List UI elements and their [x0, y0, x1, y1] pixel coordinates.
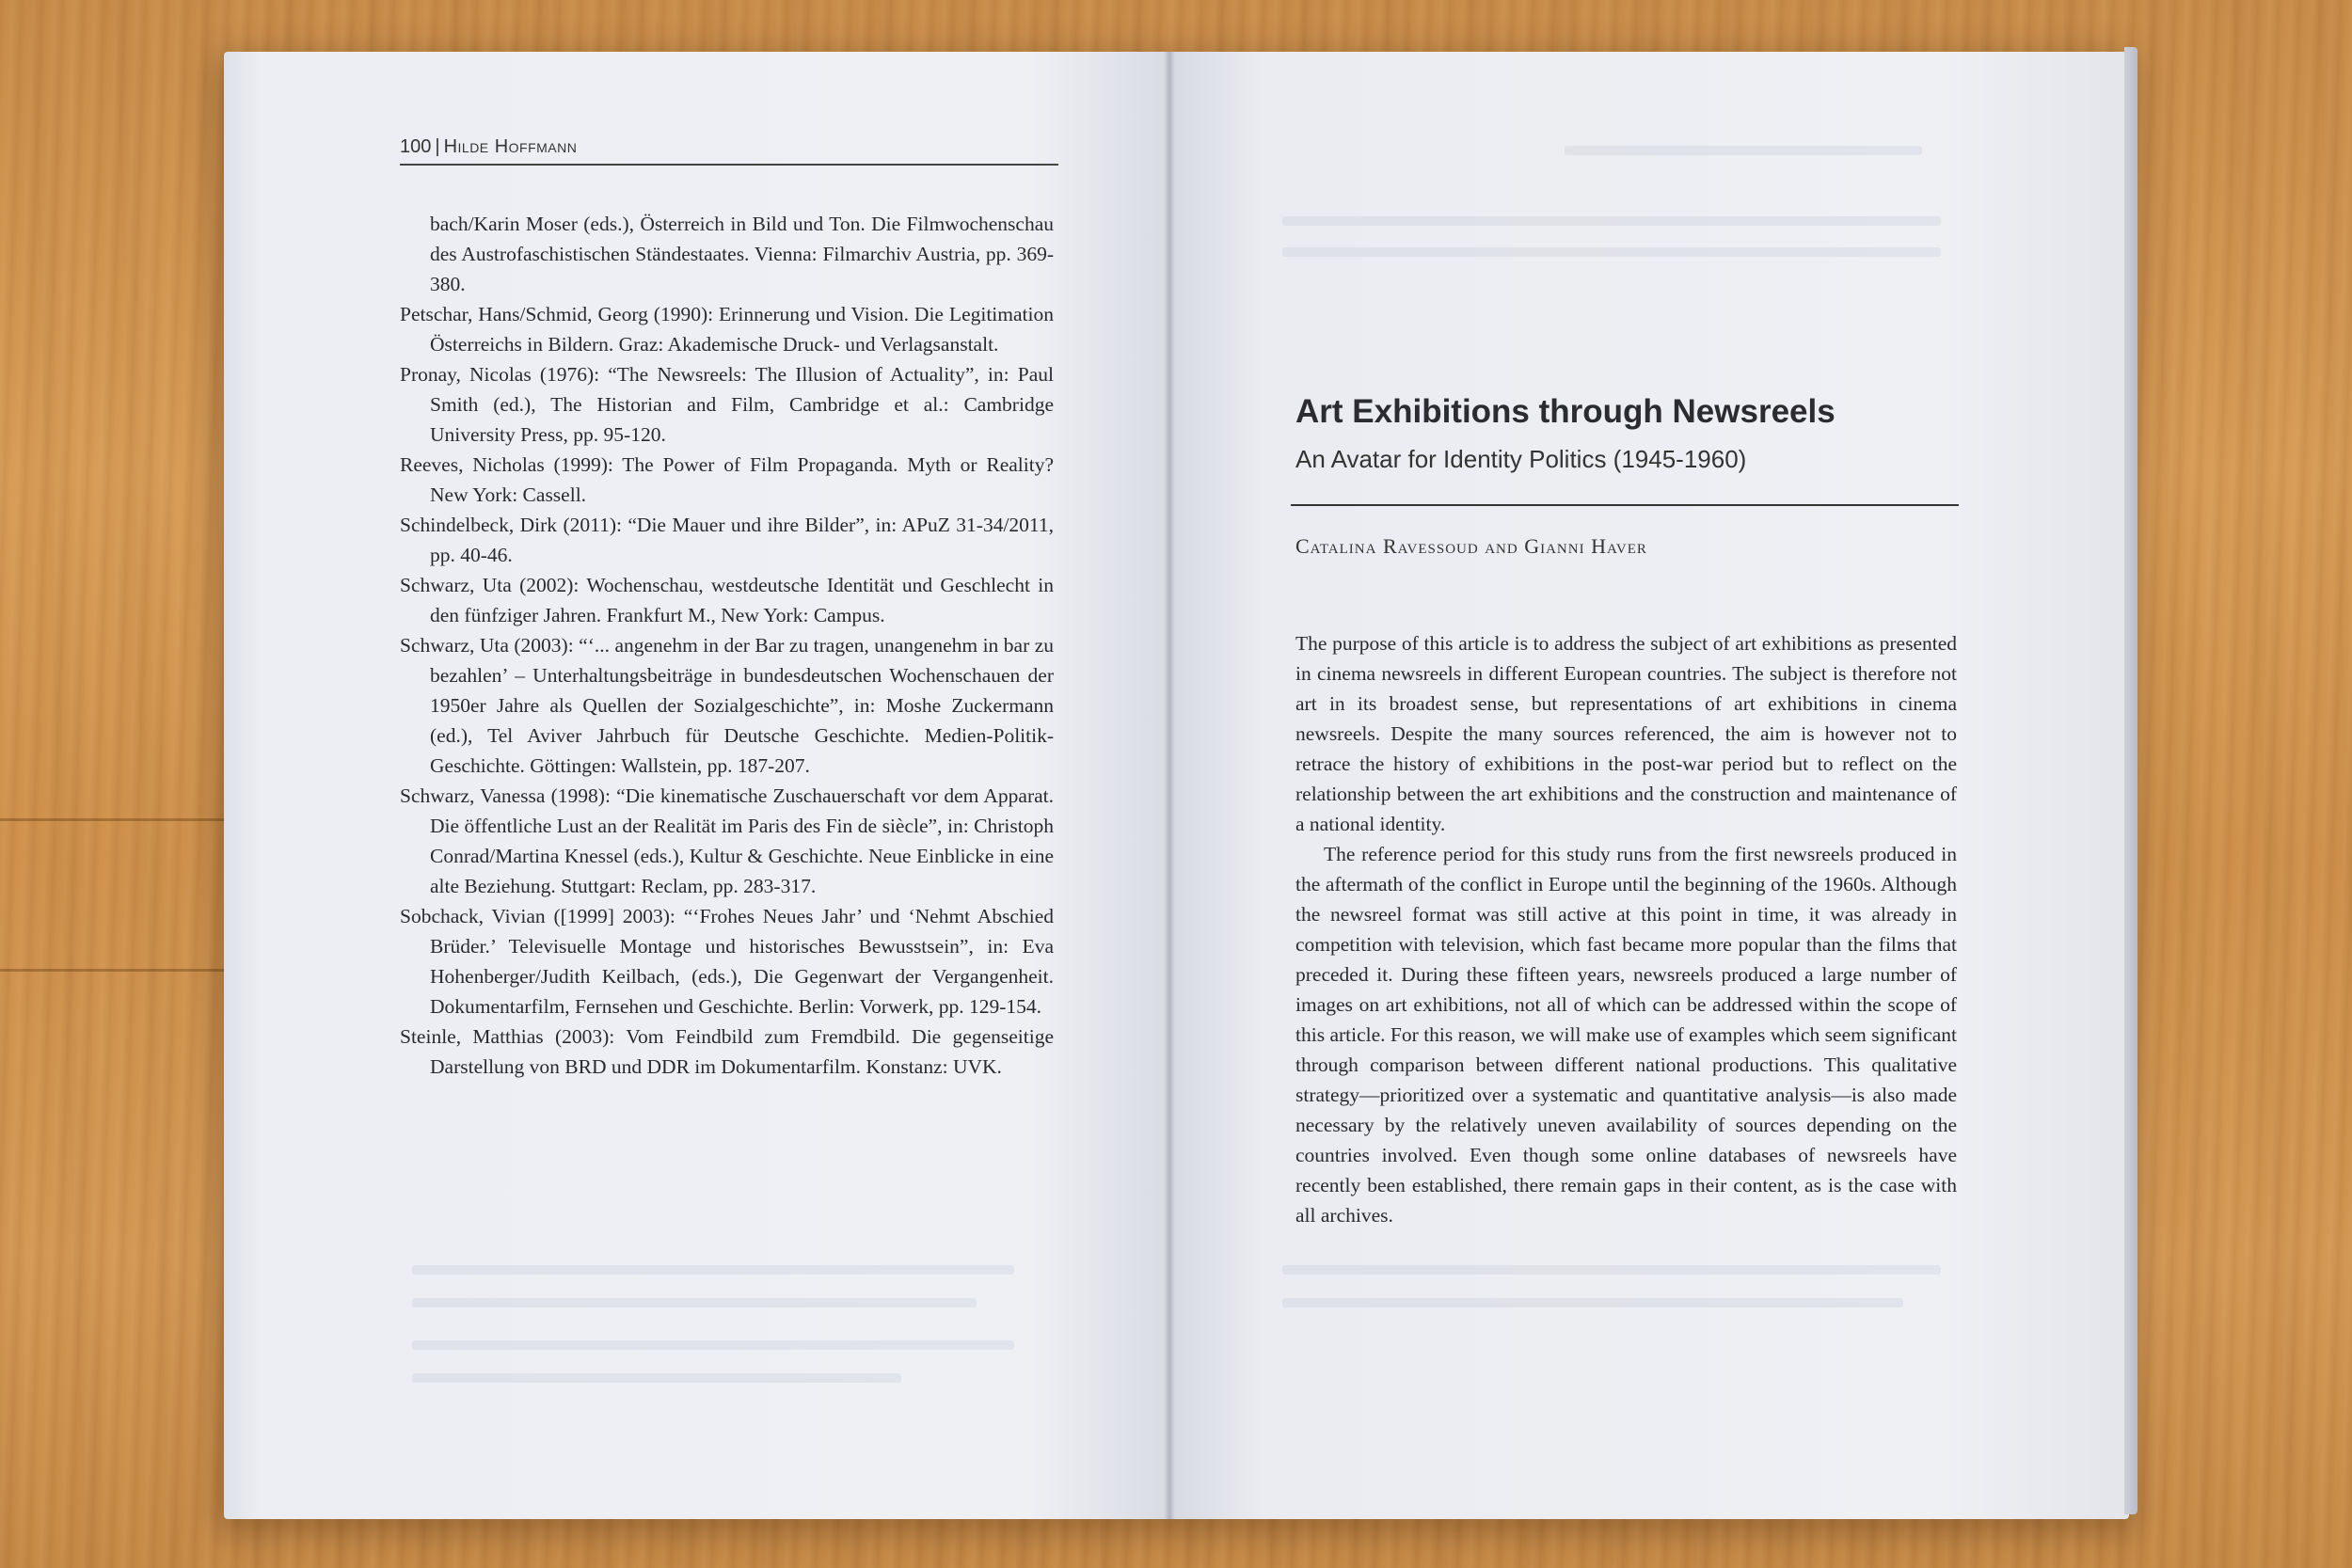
- show-through-text: [412, 1373, 901, 1383]
- book-spine: [1164, 52, 1175, 1519]
- show-through-text: [412, 1298, 977, 1307]
- show-through-text: [1282, 1265, 1941, 1275]
- reference-entry: Petschar, Hans/Schmid, Georg (1990): Erinnerung und Vision. Die Legitimation Österreichs in Bildern. Graz: Akademische Druck- und Verlagsanstalt.: [400, 303, 1054, 356]
- article-subtitle: An Avatar for Identity Politics (1945-1960): [1295, 445, 1747, 473]
- page-edges: [2124, 47, 2137, 1514]
- show-through-text: [1282, 216, 1941, 226]
- show-through-text: [1282, 1298, 1903, 1307]
- show-through-text: [1282, 247, 1941, 257]
- show-through-text: [412, 1265, 1014, 1275]
- show-through-text: [412, 1340, 1014, 1350]
- reference-entry: Pronay, Nicolas (1976): “The Newsreels: The Illusion of Actuality”, in: Paul Smith (ed.), The Historian and Film, Cambridge et al.: Cambridge University Press, pp. 95-120.: [400, 363, 1054, 446]
- table-plank-seam: [0, 969, 226, 972]
- article-title: Art Exhibitions through Newsreels: [1295, 393, 1836, 430]
- table-plank-seam: [0, 818, 226, 821]
- references-list: [400, 209, 1054, 1082]
- show-through-text: [1565, 146, 1922, 155]
- reference-entry: Schwarz, Uta (2002): Wochenschau, westdeutsche Identität und Geschlecht in den fünfziger Jahren. Frankfurt M., New York: Campus.: [400, 574, 1054, 626]
- reference-entry: Schwarz, Uta (2003): “‘... angenehm in der Bar zu tragen, unangenehm in bar zu bezahlen’ – Unterhaltungsbeiträge in bundesdeutschen Wochenschauen der 1950er Jahre als Quellen der Sozialgeschichte”, in: Moshe Zuckermann (ed.), Tel Aviver Jahrbuch für Deutsche Geschichte. Medien-Politik-Geschichte. Göttingen: Wallstein, pp. 187-207.: [400, 634, 1054, 777]
- title-divider: [1291, 504, 1959, 506]
- reference-entry: Schindelbeck, Dirk (2011): “Die Mauer und ihre Bilder”, in: APuZ 31-34/2011, pp. 40-46.: [400, 514, 1054, 566]
- page-number: 100: [400, 136, 432, 157]
- reference-entry: Schwarz, Vanessa (1998): “Die kinematische Zuschauerschaft vor dem Apparat. Die öffentliche Lust an der Realität im Paris des Fin de siècle”, in: Christoph Conrad/Martina Knessel (eds.), Kultur & Geschichte. Neue Einblicke in eine alte Beziehung. Stuttgart: Reclam, pp. 283-317.: [400, 784, 1054, 897]
- reference-entry: bach/Karin Moser (eds.), Österreich in Bild und Ton. Die Filmwochenschau des Austrofaschistischen Ständestaates. Vienna: Filmarchiv Austria, pp. 369-380.: [430, 213, 1054, 295]
- reference-entry: Sobchack, Vivian ([1999] 2003): “‘Frohes Neues Jahr’ und ‘Nehmt Abschied Brüder.’ Televisuelle Montage und historisches Bewusstsein”, in: Eva Hohenberger/Judith Keilbach, (eds.), Die Gegenwart der Vergangenheit. Dokumentarfilm, Fernsehen und Geschichte. Berlin: Vorwerk, pp. 129-154.: [400, 905, 1054, 1018]
- body-paragraph: The purpose of this article is to address the subject of art exhibitions as presented in cinema newsreels in different European countries. The subject is therefore not art in its broadest sense, but representations of art exhibitions in cinema newsreels. Despite the many sources referenced, the aim is however not to retrace the history of exhibitions in the post-war period but to reflect on the relationship between the art exhibitions and the construction and maintenance of a national identity.: [1295, 632, 1957, 835]
- body-paragraph: The reference period for this study runs from the first newsreels produced in the aftermath of the conflict in Europe until the beginning of the 1960s. Although the newsreel format was still active at this point in time, it was already in competition with television, which fast became more popular than the films that preceded it. During these fifteen years, newsreels produced a large number of images on art exhibitions, not all of which can be addressed within the scope of this article. For this reason, we will make use of examples which seem significant through comparison between different national productions. This qualitative strategy—prioritized over a systematic and quantitative analysis—is also made necessary by the relatively uneven availability of sources depending on the countries involved. Even though some online databases of newsreels have recently been established, there remain gaps in their content, as is the case with all archives.: [1295, 843, 1957, 1227]
- running-head-author: Hilde Hoffmann: [443, 136, 578, 157]
- running-head-separator: |: [435, 136, 440, 157]
- author-byline: Catalina Ravessoud and Gianni Haver: [1295, 534, 1647, 558]
- reference-entry: Steinle, Matthias (2003): Vom Feindbild zum Fremdbild. Die gegenseitige Darstellung von BRD und DDR im Dokumentarfilm. Konstanz: UVK.: [400, 1025, 1054, 1078]
- reference-entry: Reeves, Nicholas (1999): The Power of Film Propaganda. Myth or Reality? New York: Cassell.: [400, 453, 1054, 506]
- running-head: [400, 136, 1058, 166]
- article-body: [1295, 628, 1957, 1230]
